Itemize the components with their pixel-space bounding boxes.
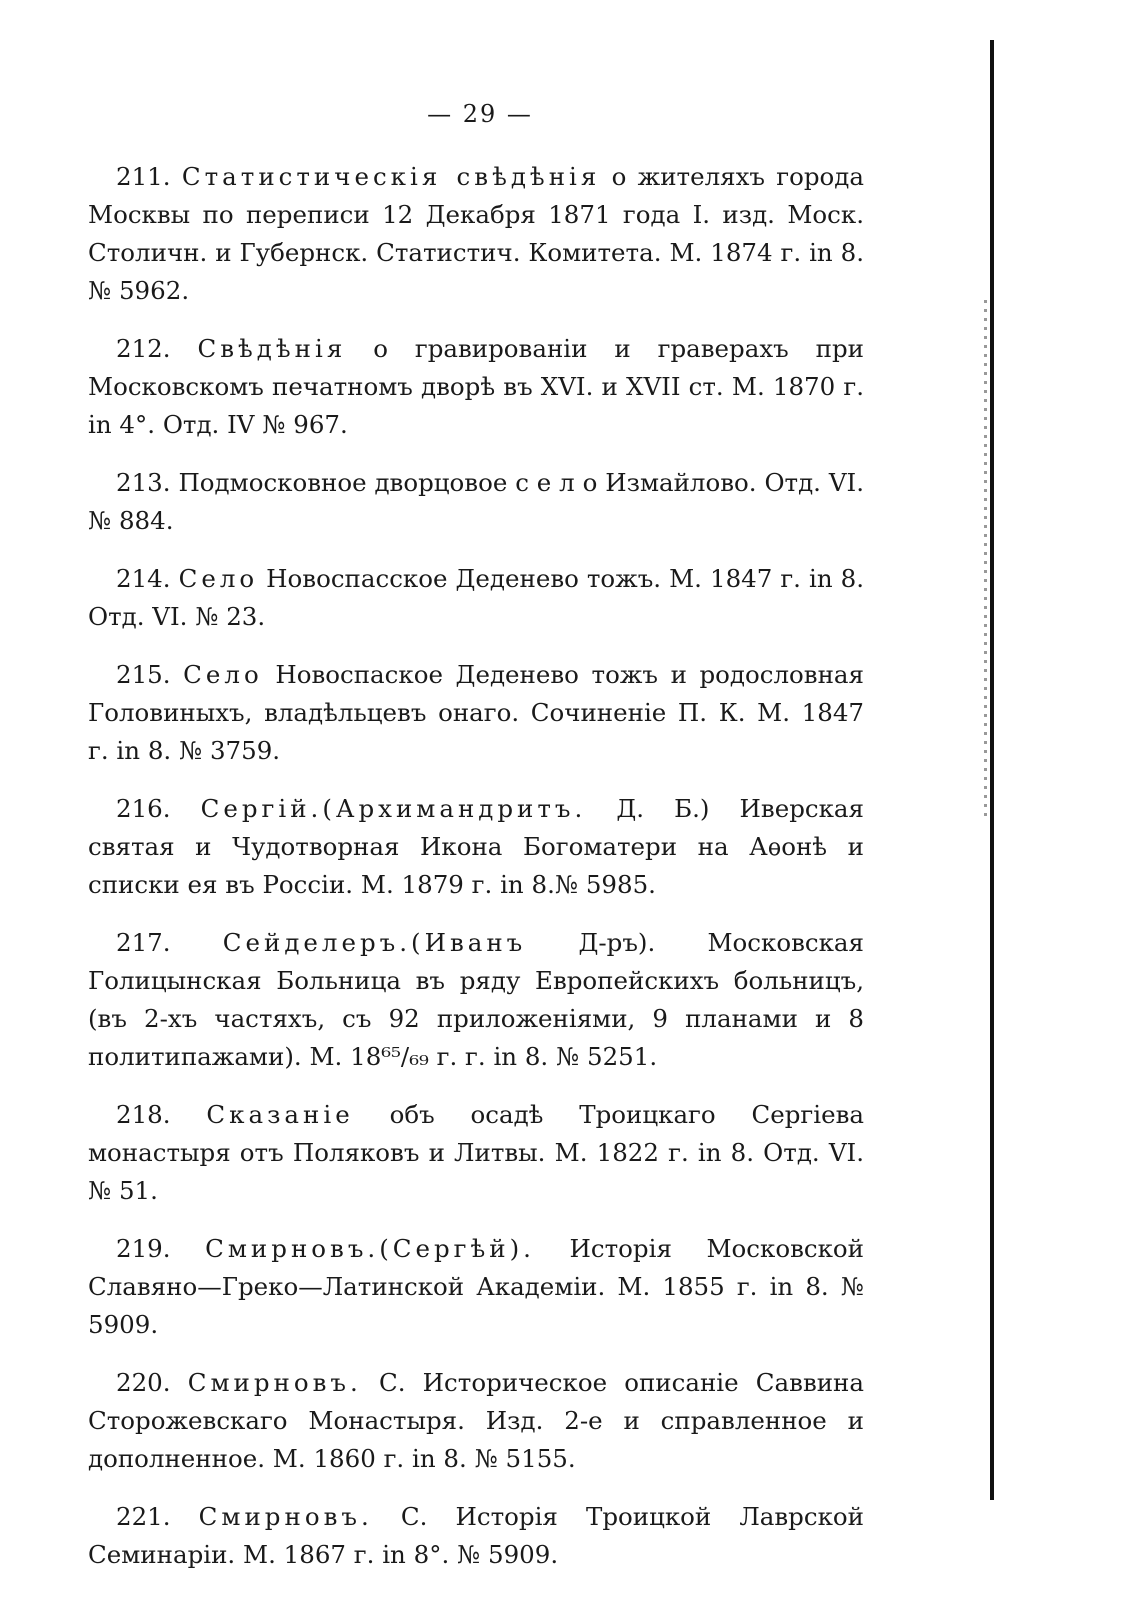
entry-text: Д. Б.) Иверская святая и Чудотворная Икона Богоматери на Аѳонѣ и списки ея въ Россіи. М. 1879 г. in 8.№ 5985. [88, 794, 864, 899]
entry-title: Свѣдѣнія [197, 334, 347, 363]
entry-number: 215. [116, 660, 171, 689]
entry-title: Статистическія свѣдѣнія [181, 162, 601, 191]
entry-title: Село [183, 660, 263, 689]
entry-title: Сейделеръ.(Иванъ [222, 928, 527, 957]
catalog-entries [88, 158, 864, 1594]
page-edge-line [990, 40, 994, 1500]
catalog-entry-213 [88, 464, 864, 540]
entry-number: 216. [116, 794, 171, 823]
page-edge-shadow [984, 300, 987, 820]
entry-number: 220. [116, 1368, 171, 1397]
entry-number: 211. [116, 162, 171, 191]
catalog-entry-211 [88, 158, 864, 310]
entry-text: о жителяхъ города Москвы по переписи 12 Декабря 1871 года I. изд. Моск. Столичн. и Губернск. Статистич. Комитета. М. 1874 г. in 8. № 5962. [88, 162, 864, 305]
entry-text: о гравированіи и граверахъ при Московскомъ печатномъ дворѣ въ XVI. и XVII ст. М. 1870 г. in 4°. Отд. IV № 967. [88, 334, 864, 439]
catalog-entry-215 [88, 656, 864, 770]
entry-number: 219. [116, 1234, 171, 1263]
entry-text: Д-ръ). Московская Голицынская Больница въ ряду Европейскихъ больницъ, (въ 2-хъ частяхъ, съ 92 приложеніями, 9 планами и 8 политипажами). М. 18⁶⁵/₆₉ г. г. in 8. № 5251. [88, 928, 864, 1071]
entry-title: Смирновъ.(Сергѣй). [205, 1234, 535, 1263]
page-number: — 29 — [427, 100, 533, 128]
catalog-entry-220 [88, 1364, 864, 1478]
catalog-entry-212 [88, 330, 864, 444]
entry-text: Подмосковное дворцовое с е л о Измайлово. Отд. VI. № 884. [88, 468, 864, 535]
entry-title: Смирновъ. [198, 1502, 373, 1531]
entry-number: 212. [116, 334, 171, 363]
entry-text: Исторія Московской Славяно—Греко—Латинской Академіи. М. 1855 г. in 8. № 5909. [88, 1234, 864, 1339]
entry-text: С. Историческое описаніе Саввина Сторожевскаго Монастыря. Изд. 2-е и справленное и дополненное. М. 1860 г. in 8. № 5155. [88, 1368, 864, 1473]
entry-number: 218. [116, 1100, 171, 1129]
entry-text: Новоспаское Деденево тожъ и родословная Головиныхъ, владѣльцевъ онаго. Сочиненіе П. К. М. 1847 г. in 8. № 3759. [88, 660, 864, 765]
entry-title: Смирновъ. [187, 1368, 362, 1397]
catalog-entry-217 [88, 924, 864, 1076]
entry-text: С. Исторія Троицкой Лаврской Семинаріи. М. 1867 г. in 8°. № 5909. [88, 1502, 864, 1569]
catalog-entry-214 [88, 560, 864, 636]
catalog-entry-219 [88, 1230, 864, 1344]
catalog-entry-218 [88, 1096, 864, 1210]
entry-text: Новоспасское Деденево тожъ. М. 1847 г. in 8. Отд. VI. № 23. [88, 564, 864, 631]
entry-number: 213. [116, 468, 171, 497]
entry-number: 221. [116, 1502, 171, 1531]
entry-number: 214. [116, 564, 171, 593]
entry-text: объ осадѣ Троицкаго Сергіева монастыря отъ Поляковъ и Литвы. М. 1822 г. in 8. Отд. VI. № 51. [88, 1100, 864, 1205]
catalog-entry-221 [88, 1498, 864, 1574]
entry-number: 217. [116, 928, 171, 957]
entry-title: Село [178, 564, 259, 593]
entry-title: Сергій.(Архимандритъ. [200, 794, 587, 823]
catalog-entry-216 [88, 790, 864, 904]
entry-title: Сказаніе [206, 1100, 354, 1129]
